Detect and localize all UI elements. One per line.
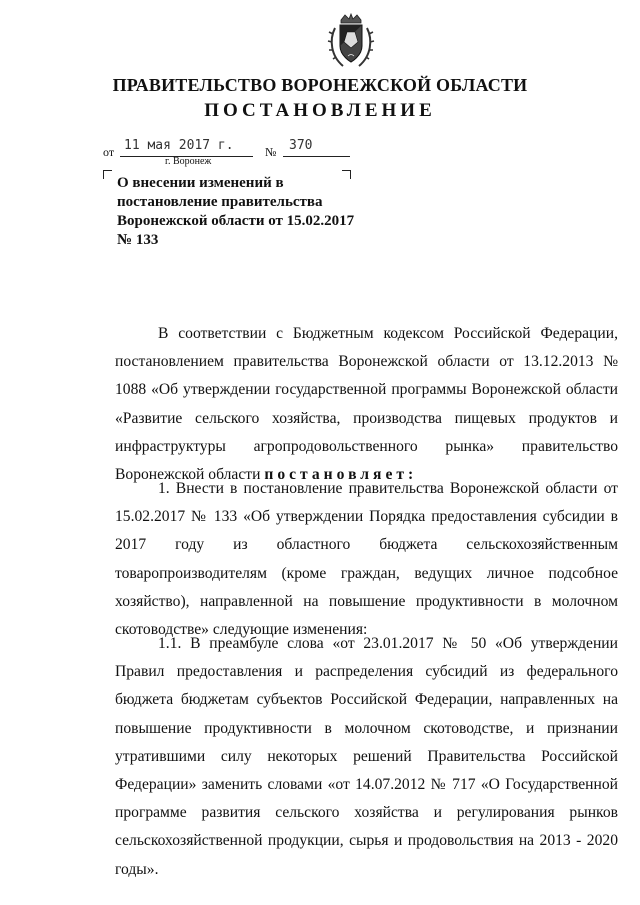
document-type: ПОСТАНОВЛЕНИЕ [204,100,436,121]
paragraph-3: 1.1. В преамбуле слова «от 23.01.2017 № 50 «Об утверждении Правил предоставления и распределения субсидий из федерального бюджета бюджетам субъектов Российской Федерации, направленных на повышение продуктивности в молочном скотоводстве, и признании утратившими силу некоторых решений Правительства Российской Федерации» заменить словами «от 14.07.2012 № 717 «О Государственной программе развития сельского хозяйства и регулирования рынков сельскохозяйственной продукции, сырья и продовольствия на 2013 - 2020 годы». [115,635,618,878]
number-underline [283,156,350,157]
government-title: ПРАВИТЕЛЬСТВО ВОРОНЕЖСКОЙ ОБЛАСТИ [112,75,528,95]
number-prefix: № [265,145,277,159]
document-subject: О внесении изменений в постановление правительства Воронежской области от 15.02.2017 № 133 [117,175,355,248]
city: г. Воронеж [165,156,212,167]
bracket-left [103,170,112,179]
decree-word: постановляет: [264,466,418,484]
paragraph-1 [115,320,618,489]
date-prefix: от [103,145,115,159]
paragraph-2: 1. Внести в постановление правительства Воронежской области от 15.02.2017 № 133 «Об утверждении Порядка предоставления субсидии в 2017 году из областного бюджета сельскохозяйственным товаропроизводителям (кроме граждан, ведущих личное подсобное хозяйство), направленной на повышение продуктивности в молочном скотоводстве» следующие изменения: [115,480,618,639]
document-number: 370 [289,138,313,153]
document-date: 11 мая 2017 г. [124,138,234,153]
coat-of-arms-icon [327,12,375,70]
paragraph-1-text: В соответствии с Бюджетным кодексом Российской Федерации, постановлением правительства Воронежской области от 13.12.2013 № 1088 «Об утверждении государственной программы Воронежской области «Развитие сельского хозяйства, производства пищевых продуктов и инфраструктуры агропродовольственного рынка» правительство Воронежской области [115,325,618,484]
